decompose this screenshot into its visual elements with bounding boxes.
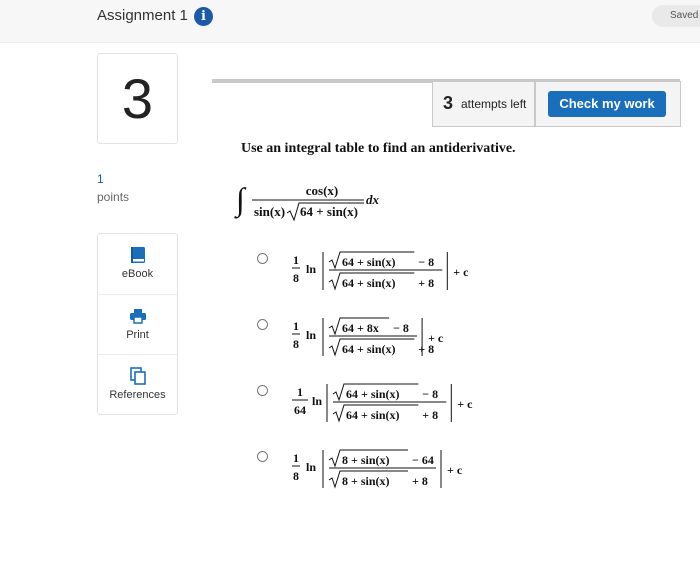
assignment-title: Assignment 1 bbox=[97, 7, 188, 24]
integral-den-radicand: 64 + sin(x) bbox=[300, 204, 358, 219]
option-den-tail: + 8 bbox=[422, 408, 439, 422]
option-plus-c: + c bbox=[453, 265, 469, 279]
option-den-radicand: 64 + sin(x) bbox=[342, 276, 396, 290]
integral-expression bbox=[232, 176, 402, 224]
option-radio-3[interactable] bbox=[257, 385, 268, 396]
ebook-label: eBook bbox=[121, 268, 154, 280]
option-coef-numerator: 1 bbox=[293, 451, 299, 465]
option-expression-4 bbox=[0, 446, 463, 494]
option-num-tail: − 8 bbox=[418, 255, 435, 269]
question-prompt: Use an integral table to find an antiderivative. bbox=[241, 141, 516, 156]
option-num-radicand: 64 + 8x bbox=[342, 321, 379, 335]
option-coef-denominator: 64 bbox=[294, 403, 306, 417]
option-expression-1 bbox=[0, 248, 469, 296]
option-ln: ln bbox=[312, 394, 323, 408]
option-ln: ln bbox=[306, 328, 317, 342]
option-ln: ln bbox=[306, 460, 317, 474]
option-plus-c: + c bbox=[428, 331, 444, 345]
question-number: 3 bbox=[121, 67, 154, 130]
option-den-tail: + 8 bbox=[412, 474, 428, 488]
option-coef-numerator: 1 bbox=[293, 253, 299, 267]
option-coef-denominator: 8 bbox=[293, 469, 299, 483]
option-den-radicand: 8 + sin(x) bbox=[342, 474, 390, 488]
option-num-radicand: 64 + sin(x) bbox=[342, 255, 396, 269]
option-plus-c: + c bbox=[457, 397, 473, 411]
integral-den-left: sin(x) bbox=[254, 204, 286, 219]
integral-sign: ∫ bbox=[236, 181, 245, 217]
print-label: Print bbox=[126, 329, 149, 341]
option-coef-numerator: 1 bbox=[293, 319, 299, 333]
check-panel bbox=[535, 81, 681, 127]
option-den-radicand: 64 + sin(x) bbox=[346, 408, 400, 422]
option-radio-4[interactable] bbox=[257, 451, 268, 462]
option-radio-1[interactable] bbox=[257, 253, 268, 264]
attempts-count: 3 bbox=[443, 93, 454, 113]
option-coef-numerator: 1 bbox=[297, 385, 303, 399]
option-expression-3 bbox=[0, 380, 473, 428]
option-den-tail: + 8 bbox=[418, 276, 435, 290]
saved-badge: Saved bbox=[652, 5, 700, 27]
check-my-work-button[interactable]: Check my work bbox=[548, 91, 666, 117]
option-plus-c: + c bbox=[447, 463, 463, 477]
top-bar bbox=[0, 0, 700, 43]
option-radio-2[interactable] bbox=[257, 319, 268, 330]
points-value: 1 bbox=[97, 172, 104, 186]
info-icon[interactable]: i bbox=[194, 7, 213, 26]
integral-dx: dx bbox=[366, 192, 379, 207]
option-expression-2 bbox=[0, 314, 444, 362]
attempts-label: attempts left bbox=[461, 97, 527, 111]
option-ln: ln bbox=[306, 262, 317, 276]
points-label: points bbox=[97, 190, 130, 204]
attempts-panel bbox=[432, 81, 535, 127]
option-num-tail: − 64 bbox=[412, 453, 434, 467]
option-den-tail: + 8 bbox=[418, 342, 435, 356]
option-coef-denominator: 8 bbox=[293, 337, 299, 351]
option-num-tail: − 8 bbox=[393, 321, 409, 335]
option-num-tail: − 8 bbox=[422, 387, 439, 401]
question-number-box bbox=[97, 53, 178, 144]
option-den-radicand: 64 + sin(x) bbox=[342, 342, 396, 356]
references-label: References bbox=[109, 389, 166, 401]
option-coef-denominator: 8 bbox=[293, 271, 299, 285]
option-num-radicand: 64 + sin(x) bbox=[346, 387, 400, 401]
option-num-radicand: 8 + sin(x) bbox=[342, 453, 390, 467]
integral-numerator: cos(x) bbox=[305, 183, 339, 198]
